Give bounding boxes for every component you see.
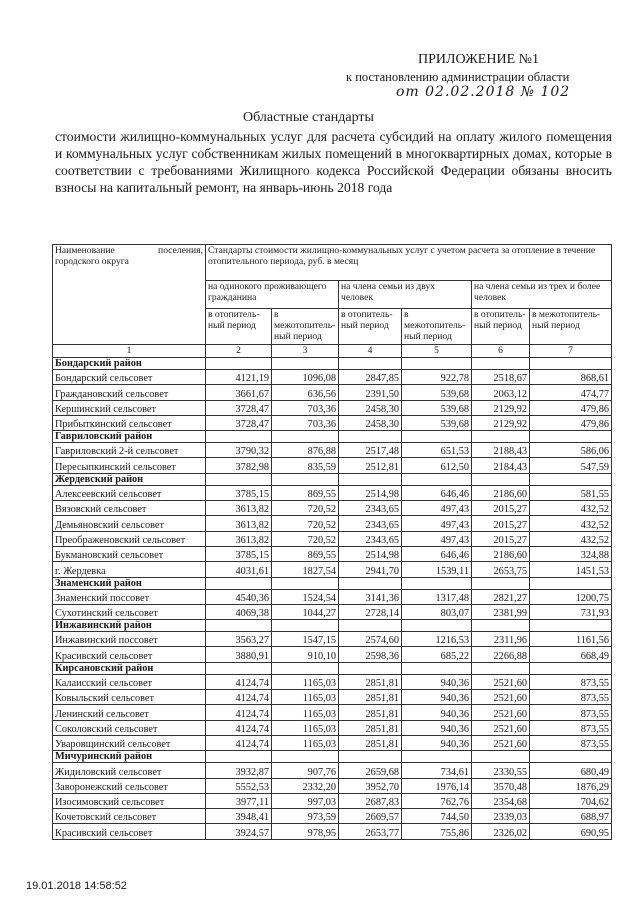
empty-cell (530, 577, 612, 589)
district-name: Кирсановский район (53, 662, 206, 674)
value-cell: 2332,20 (272, 778, 339, 793)
column-index: 5 (402, 345, 472, 358)
value-cell: 1827,54 (272, 562, 339, 577)
value-cell: 680,49 (530, 763, 612, 778)
settlement-name: Калаисский сельсовет (53, 674, 206, 689)
empty-cell (206, 620, 272, 632)
value-cell: 3613,82 (206, 501, 272, 516)
settlement-name: Преображеновский сельсовет (53, 531, 206, 546)
empty-cell (472, 662, 530, 674)
value-cell: 873,55 (530, 690, 612, 705)
appendix-title: ПРИЛОЖЕНИЕ №1 (418, 52, 539, 67)
empty-cell (530, 431, 612, 443)
value-cell: 2687,83 (339, 793, 402, 808)
table-row (53, 589, 612, 604)
column-index: 3 (272, 345, 339, 358)
table-row (53, 415, 612, 430)
value-cell: 3977,11 (206, 793, 272, 808)
value-cell: 3932,87 (206, 763, 272, 778)
value-cell: 2186,60 (472, 546, 530, 561)
table-body (53, 358, 612, 840)
table-row (53, 824, 612, 839)
value-cell: 4121,19 (206, 370, 272, 385)
value-cell: 907,76 (272, 763, 339, 778)
value-cell: 2354,68 (472, 793, 530, 808)
table-row (53, 400, 612, 415)
table-row (53, 647, 612, 662)
empty-cell (272, 431, 339, 443)
table-row (53, 705, 612, 720)
value-cell: 3948,41 (206, 809, 272, 824)
settlement-name: Уваровщинский сельсовет (53, 735, 206, 750)
table-row (53, 690, 612, 705)
value-cell: 2728,14 (339, 604, 402, 619)
value-cell: 2851,81 (339, 735, 402, 750)
empty-cell (402, 358, 472, 370)
empty-cell (402, 620, 472, 632)
value-cell: 3952,70 (339, 778, 402, 793)
empty-cell (206, 473, 272, 485)
value-cell: 2326,02 (472, 824, 530, 839)
empty-cell (472, 751, 530, 763)
district-row (53, 662, 612, 674)
value-cell: 2458,30 (339, 400, 402, 415)
district-name: Знаменский район (53, 577, 206, 589)
header-standards: Стандарты стоимости жилищно-коммунальных услуг с учетом расчета за отопление в течение отопительного периода, руб. в месяц (206, 245, 612, 281)
column-index: 4 (339, 345, 402, 358)
value-cell: 873,55 (530, 674, 612, 689)
empty-cell (206, 662, 272, 674)
value-cell: 704,62 (530, 793, 612, 808)
value-cell: 2514,98 (339, 485, 402, 500)
value-cell: 539,68 (402, 400, 472, 415)
value-cell: 474,77 (530, 385, 612, 400)
value-cell: 3613,82 (206, 516, 272, 531)
empty-cell (272, 358, 339, 370)
value-cell: 646,46 (402, 485, 472, 500)
value-cell: 2330,55 (472, 763, 530, 778)
table-row (53, 809, 612, 824)
value-cell: 3570,48 (472, 778, 530, 793)
value-cell: 2343,65 (339, 501, 402, 516)
value-cell: 324,88 (530, 546, 612, 561)
settlement-name: Красивский сельсовет (53, 824, 206, 839)
value-cell: 690,95 (530, 824, 612, 839)
value-cell: 2659,68 (339, 763, 402, 778)
value-cell: 539,68 (402, 415, 472, 430)
empty-cell (530, 620, 612, 632)
document-subtitle: стоимости жилищно-коммунальных услуг для расчета субсидий на оплату жилого помещения и коммунальных услуг собственникам жилых помещений в многоквартирных домах, которые в соответствии с требованиями Жилищного кодекса Российской Федерации обязаны вносить взносы на капитальный ремонт, на январь-июнь 2018 года (55, 129, 612, 195)
empty-cell (339, 662, 402, 674)
value-cell: 835,59 (272, 458, 339, 473)
value-cell: 869,55 (272, 546, 339, 561)
value-cell: 2821,27 (472, 589, 530, 604)
value-cell: 1547,15 (272, 632, 339, 647)
settlement-name: Инжавинский поссовет (53, 632, 206, 647)
district-name: Жердевский район (53, 473, 206, 485)
header-nonheating: в межотопитель-ный период (272, 309, 339, 345)
value-cell: 2339,03 (472, 809, 530, 824)
value-cell: 703,36 (272, 415, 339, 430)
value-cell: 1096,08 (272, 370, 339, 385)
value-cell: 4124,74 (206, 690, 272, 705)
empty-cell (472, 358, 530, 370)
empty-cell (206, 577, 272, 589)
empty-cell (272, 751, 339, 763)
value-cell: 2311,96 (472, 632, 530, 647)
value-cell: 2653,77 (339, 824, 402, 839)
value-cell: 3563,27 (206, 632, 272, 647)
empty-cell (206, 431, 272, 443)
value-cell: 3924,57 (206, 824, 272, 839)
value-cell: 2184,43 (472, 458, 530, 473)
value-cell: 873,55 (530, 720, 612, 735)
district-name: Бондарский район (53, 358, 206, 370)
table-row (53, 385, 612, 400)
value-cell: 3141,36 (339, 589, 402, 604)
value-cell: 755,86 (402, 824, 472, 839)
value-cell: 762,76 (402, 793, 472, 808)
value-cell: 2669,57 (339, 809, 402, 824)
empty-cell (206, 358, 272, 370)
empty-cell (530, 751, 612, 763)
value-cell: 869,55 (272, 485, 339, 500)
empty-cell (339, 473, 402, 485)
column-index: 2 (206, 345, 272, 358)
value-cell: 876,88 (272, 443, 339, 458)
value-cell: 646,46 (402, 546, 472, 561)
value-cell: 4124,74 (206, 735, 272, 750)
settlement-name: Гавриловский 2-й сельсовет (53, 443, 206, 458)
settlement-name: Знаменский поссовет (53, 589, 206, 604)
value-cell: 3785,15 (206, 546, 272, 561)
value-cell: 3661,67 (206, 385, 272, 400)
value-cell: 2063,12 (472, 385, 530, 400)
header-nonheating: в межотопитель-ный период (530, 309, 612, 345)
value-cell: 2188,43 (472, 443, 530, 458)
district-row (53, 431, 612, 443)
value-cell: 668,49 (530, 647, 612, 662)
table-row (53, 674, 612, 689)
value-cell: 4124,74 (206, 705, 272, 720)
value-cell: 547,59 (530, 458, 612, 473)
value-cell: 581,55 (530, 485, 612, 500)
value-cell: 688,97 (530, 809, 612, 824)
value-cell: 3880,91 (206, 647, 272, 662)
value-cell: 2521,60 (472, 720, 530, 735)
district-row (53, 620, 612, 632)
value-cell: 2512,81 (339, 458, 402, 473)
value-cell: 4031,61 (206, 562, 272, 577)
empty-cell (402, 577, 472, 589)
value-cell: 873,55 (530, 705, 612, 720)
table-row (53, 763, 612, 778)
header-heating: в отопитель-ный период (339, 309, 402, 345)
column-index: 6 (472, 345, 530, 358)
value-cell: 4124,74 (206, 674, 272, 689)
value-cell: 3785,15 (206, 485, 272, 500)
value-cell: 720,52 (272, 516, 339, 531)
header-heating: в отопитель-ный период (472, 309, 530, 345)
header-nonheating: в межотопитель-ный период (402, 309, 472, 345)
value-cell: 940,36 (402, 690, 472, 705)
empty-cell (272, 662, 339, 674)
district-row (53, 577, 612, 589)
empty-cell (472, 431, 530, 443)
value-cell: 2653,75 (472, 562, 530, 577)
value-cell: 940,36 (402, 705, 472, 720)
value-cell: 497,43 (402, 531, 472, 546)
settlement-name: Соколовский сельсовет (53, 720, 206, 735)
value-cell: 1876,29 (530, 778, 612, 793)
standards-table (52, 244, 612, 840)
settlement-name: Букмановский сельсовет (53, 546, 206, 561)
value-cell: 1165,03 (272, 720, 339, 735)
empty-cell (472, 620, 530, 632)
table-row (53, 546, 612, 561)
district-name: Инжавинский район (53, 620, 206, 632)
table-row (53, 443, 612, 458)
settlement-name: Кершинский сельсовет (53, 400, 206, 415)
value-cell: 2129,92 (472, 400, 530, 415)
value-cell: 432,52 (530, 501, 612, 516)
value-cell: 1524,54 (272, 589, 339, 604)
value-cell: 2015,27 (472, 531, 530, 546)
value-cell: 734,61 (402, 763, 472, 778)
value-cell: 1165,03 (272, 705, 339, 720)
settlement-name: Пересыпкинский сельсовет (53, 458, 206, 473)
empty-cell (402, 662, 472, 674)
value-cell: 3728,47 (206, 415, 272, 430)
value-cell: 2381,99 (472, 604, 530, 619)
value-cell: 2598,36 (339, 647, 402, 662)
table-row (53, 735, 612, 750)
value-cell: 651,53 (402, 443, 472, 458)
value-cell: 2458,30 (339, 415, 402, 430)
table-row (53, 531, 612, 546)
value-cell: 2521,60 (472, 735, 530, 750)
value-cell: 2521,60 (472, 690, 530, 705)
value-cell: 868,61 (530, 370, 612, 385)
value-cell: 1165,03 (272, 690, 339, 705)
settlement-name: Алексеевский сельсовет (53, 485, 206, 500)
value-cell: 5552,53 (206, 778, 272, 793)
settlement-name: Жидиловский сельсовет (53, 763, 206, 778)
settlement-name: Сухотинский сельсовет (53, 604, 206, 619)
column-index: 1 (53, 345, 206, 358)
empty-cell (272, 473, 339, 485)
value-cell: 940,36 (402, 720, 472, 735)
value-cell: 2266,88 (472, 647, 530, 662)
table-row (53, 485, 612, 500)
district-name: Гавриловский район (53, 431, 206, 443)
value-cell: 2941,70 (339, 562, 402, 577)
settlement-name: Заворонежский сельсовет (53, 778, 206, 793)
header-group-three: на члена семьи из трех и более человек (472, 281, 612, 309)
value-cell: 2851,81 (339, 720, 402, 735)
empty-cell (530, 358, 612, 370)
settlement-name: Ленинский сельсовет (53, 705, 206, 720)
value-cell: 4540,36 (206, 589, 272, 604)
value-cell: 2015,27 (472, 516, 530, 531)
header-name-column: Наименование поселения, городского округа (53, 245, 206, 345)
table-row (53, 562, 612, 577)
value-cell: 2518,67 (472, 370, 530, 385)
settlement-name: Изосимовский сельсовет (53, 793, 206, 808)
value-cell: 432,52 (530, 531, 612, 546)
table-row (53, 778, 612, 793)
value-cell: 910,10 (272, 647, 339, 662)
value-cell: 1165,03 (272, 735, 339, 750)
table-row (53, 793, 612, 808)
column-index: 7 (530, 345, 612, 358)
value-cell: 3790,32 (206, 443, 272, 458)
decree-reference: к постановлению администрации области (346, 70, 570, 84)
value-cell: 2521,60 (472, 705, 530, 720)
empty-cell (472, 473, 530, 485)
value-cell: 803,07 (402, 604, 472, 619)
district-row (53, 751, 612, 763)
value-cell: 973,59 (272, 809, 339, 824)
value-cell: 685,22 (402, 647, 472, 662)
empty-cell (339, 358, 402, 370)
value-cell: 2015,27 (472, 501, 530, 516)
value-cell: 978,95 (272, 824, 339, 839)
value-cell: 2517,48 (339, 443, 402, 458)
header-group-two: на члена семьи из двух человек (339, 281, 472, 309)
value-cell: 940,36 (402, 735, 472, 750)
empty-cell (402, 431, 472, 443)
value-cell: 4124,74 (206, 720, 272, 735)
value-cell: 497,43 (402, 516, 472, 531)
value-cell: 2129,92 (472, 415, 530, 430)
empty-cell (339, 620, 402, 632)
value-cell: 612,50 (402, 458, 472, 473)
value-cell: 2851,81 (339, 674, 402, 689)
empty-cell (472, 577, 530, 589)
empty-cell (530, 662, 612, 674)
print-timestamp: 19.01.2018 14:58:52 (26, 880, 127, 892)
settlement-name: Кочетовский сельсовет (53, 809, 206, 824)
value-cell: 2343,65 (339, 531, 402, 546)
value-cell: 3728,47 (206, 400, 272, 415)
value-cell: 3782,98 (206, 458, 272, 473)
value-cell: 2514,98 (339, 546, 402, 561)
value-cell: 2521,60 (472, 674, 530, 689)
value-cell: 720,52 (272, 531, 339, 546)
value-cell: 2574,60 (339, 632, 402, 647)
value-cell: 2391,50 (339, 385, 402, 400)
document-title: Областные стандарты (243, 110, 374, 125)
header-heating: в отопитель-ный период (206, 309, 272, 345)
value-cell: 1317,48 (402, 589, 472, 604)
value-cell: 4069,38 (206, 604, 272, 619)
table-row (53, 458, 612, 473)
settlement-name: Граждановский сельсовет (53, 385, 206, 400)
table-row (53, 720, 612, 735)
value-cell: 731,93 (530, 604, 612, 619)
value-cell: 3613,82 (206, 531, 272, 546)
value-cell: 1165,03 (272, 674, 339, 689)
value-cell: 432,52 (530, 516, 612, 531)
value-cell: 703,36 (272, 400, 339, 415)
settlement-name: Вязовский сельсовет (53, 501, 206, 516)
value-cell: 2851,81 (339, 705, 402, 720)
table-row (53, 632, 612, 647)
value-cell: 1539,11 (402, 562, 472, 577)
district-row (53, 358, 612, 370)
settlement-name: Бондарский сельсовет (53, 370, 206, 385)
settlement-name: Прибыткинский сельсовет (53, 415, 206, 430)
value-cell: 479,86 (530, 400, 612, 415)
value-cell: 1216,53 (402, 632, 472, 647)
value-cell: 586,06 (530, 443, 612, 458)
district-row (53, 473, 612, 485)
value-cell: 1451,53 (530, 562, 612, 577)
table-row (53, 604, 612, 619)
value-cell: 497,43 (402, 501, 472, 516)
table-row (53, 370, 612, 385)
empty-cell (339, 751, 402, 763)
empty-cell (272, 577, 339, 589)
value-cell: 636,56 (272, 385, 339, 400)
settlement-name: Ковыльский сельсовет (53, 690, 206, 705)
table-row (53, 501, 612, 516)
empty-cell (339, 577, 402, 589)
empty-cell (206, 751, 272, 763)
district-name: Мичуринский район (53, 751, 206, 763)
value-cell: 1976,14 (402, 778, 472, 793)
value-cell: 922,78 (402, 370, 472, 385)
empty-cell (402, 473, 472, 485)
value-cell: 1044,27 (272, 604, 339, 619)
value-cell: 744,50 (402, 809, 472, 824)
empty-cell (402, 751, 472, 763)
value-cell: 2186,60 (472, 485, 530, 500)
value-cell: 1161,56 (530, 632, 612, 647)
value-cell: 1200,75 (530, 589, 612, 604)
empty-cell (339, 431, 402, 443)
header-group-single: на одинокого проживающего гражданина (206, 281, 339, 309)
value-cell: 940,36 (402, 674, 472, 689)
value-cell: 479,86 (530, 415, 612, 430)
empty-cell (530, 473, 612, 485)
value-cell: 997,03 (272, 793, 339, 808)
value-cell: 2851,81 (339, 690, 402, 705)
value-cell: 539,68 (402, 385, 472, 400)
empty-cell (272, 620, 339, 632)
settlement-name: Красивский сельсовет (53, 647, 206, 662)
value-cell: 2343,65 (339, 516, 402, 531)
settlement-name: Демьяновский сельсовет (53, 516, 206, 531)
decree-date-number: от 02.02.2018 № 102 (396, 84, 571, 100)
table-row (53, 516, 612, 531)
value-cell: 873,55 (530, 735, 612, 750)
settlement-name: г. Жердевка (53, 562, 206, 577)
value-cell: 720,52 (272, 501, 339, 516)
value-cell: 2847,85 (339, 370, 402, 385)
